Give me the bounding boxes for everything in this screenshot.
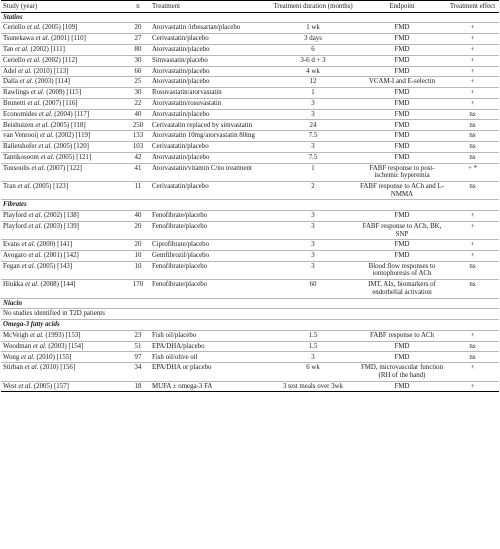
cell-duration: 3 — [268, 251, 358, 262]
table-row — [1, 109, 499, 120]
section-title: Statins — [1, 12, 499, 23]
cell-study: Ceriello et al. (2002) [112] — [1, 55, 126, 66]
cell-endpoint: FMD — [358, 141, 446, 152]
cell-effect: ns — [446, 280, 499, 298]
cell-endpoint: FMD — [358, 23, 446, 34]
cell-study: Woodman et al. (2003) [154] — [1, 341, 126, 352]
cell-n: 18 — [126, 381, 150, 392]
cell-treatment: Cerivastatin/placebo — [150, 34, 268, 45]
table-row — [1, 34, 499, 45]
cell-effect: ns — [446, 181, 499, 199]
cell-study: McVeigh et al. (1993) [153] — [1, 330, 126, 341]
cell-n: 250 — [126, 120, 150, 131]
cell-duration: 3 — [268, 261, 358, 279]
table-row — [1, 120, 499, 131]
header-study: Study (year) — [1, 1, 126, 13]
cell-n: 170 — [126, 280, 150, 298]
cell-endpoint: FMD — [358, 44, 446, 55]
cell-study: Beishuizen et al. (2005) [118] — [1, 120, 126, 131]
cell-duration: 1.5 — [268, 341, 358, 352]
cell-n: 10 — [126, 251, 150, 262]
cell-effect: + — [446, 77, 499, 88]
header-endpoint: Endpoint — [358, 1, 446, 13]
table-row — [1, 330, 499, 341]
cell-duration: 2 — [268, 181, 358, 199]
cell-duration: 6 wk — [268, 363, 358, 381]
cell-effect: + — [446, 211, 499, 222]
section-header — [1, 12, 499, 23]
cell-study: Wong et al. (2010) [155] — [1, 352, 126, 363]
cell-endpoint: FMD — [358, 109, 446, 120]
cell-effect: + * — [446, 163, 499, 181]
cell-effect: + — [446, 55, 499, 66]
cell-n: 40 — [126, 109, 150, 120]
cell-duration: 24 — [268, 120, 358, 131]
cell-effect: + — [446, 34, 499, 45]
table-row — [1, 280, 499, 298]
cell-n: 30 — [126, 55, 150, 66]
cell-duration: 3 — [268, 109, 358, 120]
cell-duration: 4 wk — [268, 66, 358, 77]
cell-effect: + — [446, 251, 499, 262]
section-note: No studies identified in T2D patients — [1, 309, 499, 320]
table-row — [1, 152, 499, 163]
cell-endpoint: FMD — [358, 55, 446, 66]
cell-duration: 1 wk — [268, 23, 358, 34]
header-n: n — [126, 1, 150, 13]
table-row — [1, 381, 499, 392]
cell-n: 10 — [126, 261, 150, 279]
section-header — [1, 320, 499, 331]
cell-n: 41 — [126, 163, 150, 181]
cell-duration: 60 — [268, 280, 358, 298]
cell-endpoint: FABF response to ACh — [358, 330, 446, 341]
cell-n: 34 — [126, 363, 150, 381]
table-row — [1, 44, 499, 55]
cell-treatment: Gemfibrozil/placebo — [150, 251, 268, 262]
cell-n: 133 — [126, 131, 150, 142]
cell-duration: 3 test meals over 3wk — [268, 381, 358, 392]
cell-treatment: Atorvastatin/rosuvastatin — [150, 98, 268, 109]
cell-effect: + — [446, 98, 499, 109]
cell-n: 20 — [126, 23, 150, 34]
cell-study: Adel et al. (2010) [113] — [1, 66, 126, 77]
table-header — [1, 1, 499, 13]
cell-endpoint: FMD — [358, 352, 446, 363]
table-row — [1, 363, 499, 381]
cell-n: 80 — [126, 44, 150, 55]
cell-effect: + — [446, 44, 499, 55]
cell-n: 97 — [126, 352, 150, 363]
table-row — [1, 221, 499, 239]
section-header — [1, 200, 499, 211]
cell-treatment: EPA/DHA or placebo — [150, 363, 268, 381]
cell-study: Fegan et al. (2005) [143] — [1, 261, 126, 279]
cell-study: West et al. (2005) [157] — [1, 381, 126, 392]
cell-n: 40 — [126, 211, 150, 222]
cell-effect: + — [446, 330, 499, 341]
cell-n: 103 — [126, 141, 150, 152]
cell-duration: 3 — [268, 240, 358, 251]
cell-study: Economides et al. (2004) [117] — [1, 109, 126, 120]
cell-endpoint: FMD — [358, 211, 446, 222]
table-row — [1, 55, 499, 66]
table-row — [1, 240, 499, 251]
cell-effect: + — [446, 221, 499, 239]
cell-effect: + — [446, 88, 499, 99]
table-row — [1, 23, 499, 34]
header-effect: Treatment effect — [446, 1, 499, 13]
cell-duration: 12 — [268, 77, 358, 88]
cell-treatment: Fenofibrate/placebo — [150, 221, 268, 239]
cell-n: 60 — [126, 66, 150, 77]
table-row — [1, 88, 499, 99]
cell-treatment: Atorvastatin/vitamin C/no treatment — [150, 163, 268, 181]
cell-n: 20 — [126, 240, 150, 251]
cell-effect: ns — [446, 131, 499, 142]
cell-endpoint: FMD — [358, 120, 446, 131]
cell-study: Playford et al. (2003) [139] — [1, 221, 126, 239]
cell-n: 22 — [126, 98, 150, 109]
header-treatment: Treatment — [150, 1, 268, 13]
cell-endpoint: FMD — [358, 88, 446, 99]
cell-study: Rawlings et al. (2009) [115] — [1, 88, 126, 99]
cell-study: Tousoulis et al. (2007) [122] — [1, 163, 126, 181]
cell-effect: ns — [446, 109, 499, 120]
cell-study: Hiukka et al. (2008) [144] — [1, 280, 126, 298]
table-row — [1, 181, 499, 199]
cell-n: 25 — [126, 77, 150, 88]
cell-treatment: Fenofibrate/placebo — [150, 280, 268, 298]
cell-duration: 1 — [268, 163, 358, 181]
cell-n: 11 — [126, 181, 150, 199]
cell-study: Evans et al. (2000) [141] — [1, 240, 126, 251]
cell-endpoint: FMD — [358, 98, 446, 109]
cell-effect: ns — [446, 261, 499, 279]
cell-duration: 3 — [268, 211, 358, 222]
cell-study: Balletshofer et al. (2005) [120] — [1, 141, 126, 152]
cell-treatment: Simvastatin/placebo — [150, 55, 268, 66]
cell-endpoint: FMD — [358, 251, 446, 262]
cell-treatment: Cerivastatin/placebo — [150, 141, 268, 152]
cell-study: Avogaro et al. (2001) [142] — [1, 251, 126, 262]
cell-study: Tan et al. (2002) [111] — [1, 44, 126, 55]
cell-study: van Venrooij et al. (2002) [119] — [1, 131, 126, 142]
cell-treatment: Fish oil/olive oil — [150, 352, 268, 363]
section-header — [1, 298, 499, 309]
cell-treatment: Fish oil/placebo — [150, 330, 268, 341]
section-title: Omega-3 fatty acids — [1, 320, 499, 331]
cell-treatment: MUFA ± omega-3 FA — [150, 381, 268, 392]
cell-study: Tsunekawa et al. (2001) [110] — [1, 34, 126, 45]
cell-effect: ns — [446, 341, 499, 352]
cell-study: Playford et al. (2002) [138] — [1, 211, 126, 222]
table-row — [1, 131, 499, 142]
cell-duration: 3 — [268, 98, 358, 109]
cell-endpoint: FMD — [358, 240, 446, 251]
cell-duration: 1 — [268, 88, 358, 99]
cell-treatment: Atorvastatin/placebo — [150, 44, 268, 55]
section-note-row — [1, 309, 499, 320]
table-row — [1, 211, 499, 222]
cell-endpoint: FMD — [358, 152, 446, 163]
cell-endpoint: VCAM-I and E-selectin — [358, 77, 446, 88]
cell-treatment: Cerivastatin/placebo — [150, 181, 268, 199]
cell-effect: ns — [446, 120, 499, 131]
cell-effect: ns — [446, 141, 499, 152]
cell-n: 27 — [126, 34, 150, 45]
cell-endpoint: FMD — [358, 341, 446, 352]
cell-n: 23 — [126, 330, 150, 341]
cell-endpoint: Blood flow responses to iontophoresis of ACh — [358, 261, 446, 279]
cell-duration: 7.5 — [268, 131, 358, 142]
cell-endpoint: FABF response to ACh and L-NMMA — [358, 181, 446, 199]
table-row — [1, 251, 499, 262]
cell-n: 20 — [126, 221, 150, 239]
table-row — [1, 98, 499, 109]
cell-study: Stirban et al. (2010) [156] — [1, 363, 126, 381]
cell-duration: 3 days — [268, 34, 358, 45]
cell-n: 30 — [126, 88, 150, 99]
cell-effect: + — [446, 363, 499, 381]
cell-endpoint: IMT, AIx, biomarkers of endothelial activation — [358, 280, 446, 298]
cell-duration: 6 — [268, 44, 358, 55]
table-body — [1, 12, 499, 392]
table-row — [1, 77, 499, 88]
cell-study: Tran et al. (2005) [123] — [1, 181, 126, 199]
cell-treatment: Atorvastatin 10mg/atorvastatin 80mg — [150, 131, 268, 142]
cell-study: Tantikosoom et al. (2005) [121] — [1, 152, 126, 163]
cell-duration: 3-6 d + 3 — [268, 55, 358, 66]
cell-treatment: Ciprofibrate/placebo — [150, 240, 268, 251]
cell-study: Ceriello et al. (2005) [109] — [1, 23, 126, 34]
cell-duration: 7.5 — [268, 152, 358, 163]
cell-effect: + — [446, 23, 499, 34]
cell-study: Brunetti et al. (2007) [116] — [1, 98, 126, 109]
cell-treatment: Fenofibrate/placebo — [150, 211, 268, 222]
cell-duration: 3 — [268, 141, 358, 152]
studies-table — [1, 0, 499, 392]
cell-effect: + — [446, 240, 499, 251]
cell-treatment: Atorvastatin/placebo — [150, 109, 268, 120]
cell-treatment: Atorvastatin/placebo — [150, 77, 268, 88]
cell-effect: ns — [446, 352, 499, 363]
cell-effect: ns — [446, 152, 499, 163]
table-row — [1, 66, 499, 77]
cell-treatment: Rosuvastatin/atorvastatin — [150, 88, 268, 99]
cell-duration: 3 — [268, 221, 358, 239]
cell-treatment: Atorvastatin/placebo — [150, 152, 268, 163]
section-title: Niacin — [1, 298, 499, 309]
header-duration: Treatment duration (months) — [268, 1, 358, 13]
cell-treatment: Atorvastatin/placebo — [150, 66, 268, 77]
table-row — [1, 341, 499, 352]
cell-endpoint: FMD, microvascular function (RH of the hand) — [358, 363, 446, 381]
cell-n: 51 — [126, 341, 150, 352]
cell-effect: + — [446, 66, 499, 77]
cell-endpoint: FABF response to post-ischemic hyperemia — [358, 163, 446, 181]
cell-n: 42 — [126, 152, 150, 163]
cell-effect: + — [446, 381, 499, 392]
cell-endpoint: FMD — [358, 34, 446, 45]
cell-endpoint: FMD — [358, 66, 446, 77]
table-row — [1, 141, 499, 152]
cell-duration: 3 — [268, 352, 358, 363]
table-row — [1, 261, 499, 279]
cell-treatment: Fenofibrate/placebo — [150, 261, 268, 279]
table-row — [1, 163, 499, 181]
cell-treatment: EPA/DHA/placebo — [150, 341, 268, 352]
cell-endpoint: FMD — [358, 381, 446, 392]
cell-duration: 1.5 — [268, 330, 358, 341]
table-row — [1, 352, 499, 363]
cell-study: Dalla et al. (2003) [114] — [1, 77, 126, 88]
cell-endpoint: FMD — [358, 131, 446, 142]
cell-endpoint: FABF response to ACh, BK, SNP — [358, 221, 446, 239]
cell-treatment: Atorvastatin /irbesartan/placebo — [150, 23, 268, 34]
cell-treatment: Cerivastatin replaced by simvastatin — [150, 120, 268, 131]
section-title: Fibrates — [1, 200, 499, 211]
